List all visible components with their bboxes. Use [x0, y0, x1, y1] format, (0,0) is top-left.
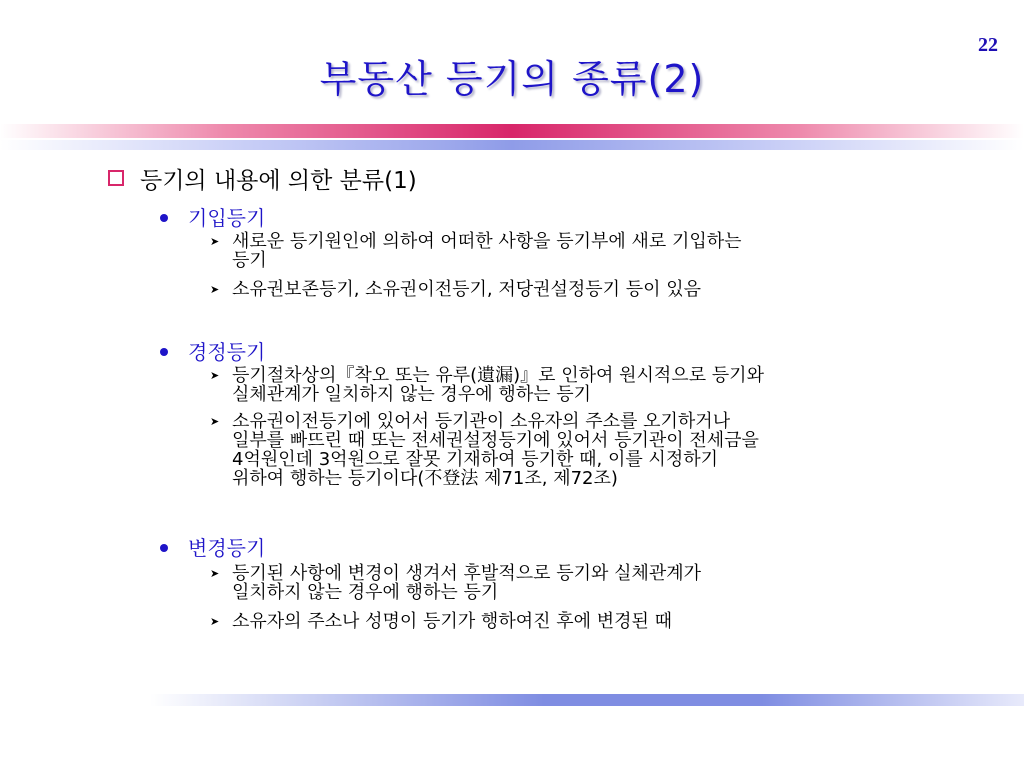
arrow-bullet-icon: ➤	[210, 615, 220, 628]
item-line: 등기절차상의『착오 또는 유루(遺漏)』로 인하여 원시적으로 등기와	[232, 365, 764, 386]
category-label: 기입등기	[188, 206, 266, 230]
category-heading	[160, 202, 265, 231]
checkbox-bullet-icon	[108, 170, 124, 186]
list-item	[210, 280, 701, 299]
dot-bullet-icon	[160, 348, 168, 356]
list-item	[210, 612, 672, 631]
footer-divider	[150, 694, 1024, 706]
arrow-bullet-icon: ➤	[210, 283, 220, 296]
category-label: 경정등기	[188, 340, 266, 364]
item-line: 새로운 등기원인에 의하여 어떠한 사항을 등기부에 새로 기입하는	[232, 231, 742, 252]
category-heading	[160, 336, 265, 365]
title-divider-pink	[0, 124, 1024, 138]
slide-title: 부동산 등기의 종류(2)	[319, 57, 705, 101]
section-heading	[108, 162, 417, 195]
item-line: 일치하지 않는 경우에 행하는 등기	[232, 582, 499, 603]
item-line: 소유권이전등기에 있어서 등기관이 소유자의 주소를 오기하거나	[232, 411, 731, 432]
item-line: 소유권보존등기, 소유권이전등기, 저당권설정등기 등이 있음	[232, 279, 702, 300]
list-item	[210, 232, 742, 270]
item-line: 등기	[232, 250, 267, 271]
arrow-bullet-icon: ➤	[210, 235, 220, 248]
dot-bullet-icon	[160, 214, 168, 222]
category-label: 변경등기	[188, 536, 266, 560]
list-item	[210, 412, 759, 488]
arrow-bullet-icon: ➤	[210, 369, 220, 382]
list-item	[210, 564, 701, 602]
title-divider-blue	[0, 140, 1024, 150]
category-heading	[160, 532, 265, 561]
item-line: 일부를 빠뜨린 때 또는 전세권설정등기에 있어서 등기관이 전세금을	[232, 430, 759, 451]
arrow-bullet-icon: ➤	[210, 567, 220, 580]
item-line: 위하여 행하는 등기이다(不登法 제71조, 제72조)	[232, 468, 618, 489]
arrow-bullet-icon: ➤	[210, 415, 220, 428]
item-line: 실체관계가 일치하지 않는 경우에 행하는 등기	[232, 384, 591, 405]
item-line: 4억원인데 3억원으로 잘못 기재하여 등기한 때, 이를 시정하기	[232, 449, 718, 470]
page-number: 22	[978, 34, 998, 56]
item-line: 소유자의 주소나 성명이 등기가 행하여진 후에 변경된 때	[232, 611, 672, 632]
dot-bullet-icon	[160, 544, 168, 552]
section-heading-text: 등기의 내용에 의한 분류(1)	[140, 168, 417, 194]
list-item	[210, 366, 764, 404]
item-line: 등기된 사항에 변경이 생겨서 후발적으로 등기와 실체관계가	[232, 563, 702, 584]
